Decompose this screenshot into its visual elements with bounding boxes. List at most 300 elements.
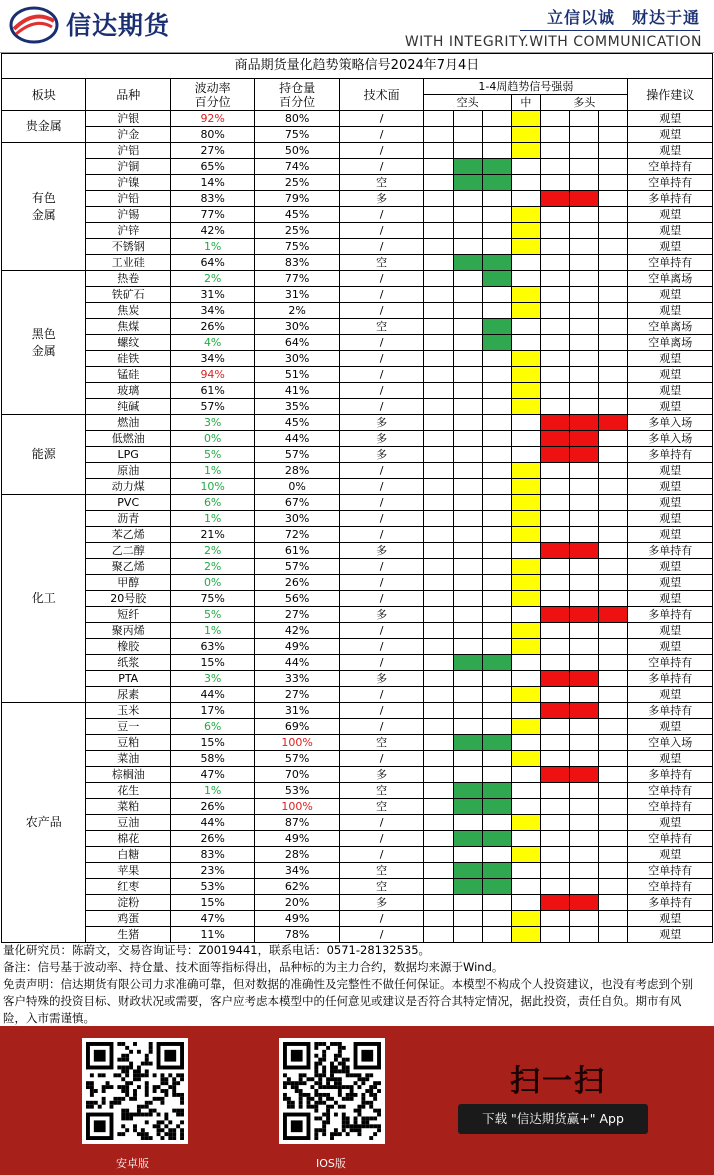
signal-empty-cell	[453, 367, 482, 383]
signal-empty-cell	[424, 447, 453, 463]
product-cell: 焦煤	[86, 319, 170, 335]
advice-cell: 多单持有	[628, 543, 713, 559]
signal-empty-cell	[511, 783, 540, 799]
signal-empty-cell	[540, 383, 569, 399]
signal-empty-cell	[570, 559, 599, 575]
signal-empty-cell	[482, 607, 511, 623]
download-app-button[interactable]: 下载 "信达期货赢+" App	[458, 1104, 648, 1134]
technical-cell: /	[339, 815, 423, 831]
signal-empty-cell	[482, 719, 511, 735]
advice-cell: 观望	[628, 287, 713, 303]
signal-empty-cell	[511, 879, 540, 895]
product-cell: 乙二醇	[86, 543, 170, 559]
signal-empty-cell	[511, 735, 540, 751]
open-interest-cell: 27%	[255, 607, 339, 623]
open-interest-cell: 2%	[255, 303, 339, 319]
open-interest-cell: 28%	[255, 847, 339, 863]
signal-empty-cell	[570, 591, 599, 607]
technical-cell: /	[339, 399, 423, 415]
technical-cell: /	[339, 575, 423, 591]
table-row	[2, 847, 713, 863]
signal-strength-block	[482, 255, 511, 271]
signal-empty-cell	[599, 527, 628, 543]
signal-empty-cell	[424, 671, 453, 687]
signal-empty-cell	[424, 143, 453, 159]
signal-empty-cell	[424, 799, 453, 815]
product-cell: 热卷	[86, 271, 170, 287]
technical-cell: /	[339, 287, 423, 303]
open-interest-cell: 45%	[255, 415, 339, 431]
open-interest-cell: 26%	[255, 575, 339, 591]
signal-empty-cell	[540, 591, 569, 607]
signal-empty-cell	[453, 335, 482, 351]
signal-empty-cell	[453, 559, 482, 575]
advice-cell: 多单持有	[628, 447, 713, 463]
open-interest-cell: 20%	[255, 895, 339, 911]
table-row	[2, 287, 713, 303]
signal-empty-cell	[540, 655, 569, 671]
signal-strength-block	[511, 527, 540, 543]
signal-empty-cell	[453, 207, 482, 223]
signal-empty-cell	[540, 639, 569, 655]
signal-strength-block	[540, 415, 569, 431]
signal-empty-cell	[599, 223, 628, 239]
advice-cell: 空单持有	[628, 783, 713, 799]
signal-empty-cell	[453, 239, 482, 255]
table-row	[2, 623, 713, 639]
signal-strength-block	[511, 127, 540, 143]
volatility-cell: 44%	[170, 687, 254, 703]
open-interest-cell: 62%	[255, 879, 339, 895]
col-header-open-interest: 持仓量 百分位	[255, 79, 339, 111]
signal-empty-cell	[540, 623, 569, 639]
signal-empty-cell	[570, 815, 599, 831]
signal-strength-block	[511, 751, 540, 767]
advice-cell: 空单持有	[628, 799, 713, 815]
signal-empty-cell	[482, 431, 511, 447]
table-row	[2, 239, 713, 255]
advice-cell: 多单持有	[628, 191, 713, 207]
volatility-cell: 4%	[170, 335, 254, 351]
open-interest-cell: 80%	[255, 111, 339, 127]
col-header-sector: 板块	[2, 79, 86, 111]
signal-strength-block	[482, 735, 511, 751]
signal-empty-cell	[424, 511, 453, 527]
signal-empty-cell	[570, 335, 599, 351]
signal-empty-cell	[511, 703, 540, 719]
volatility-cell: 6%	[170, 719, 254, 735]
product-cell: 20号胶	[86, 591, 170, 607]
technical-cell: /	[339, 111, 423, 127]
signal-empty-cell	[540, 319, 569, 335]
volatility-cell: 61%	[170, 383, 254, 399]
signal-empty-cell	[453, 303, 482, 319]
signal-empty-cell	[599, 767, 628, 783]
signal-empty-cell	[599, 863, 628, 879]
volatility-cell: 31%	[170, 287, 254, 303]
signal-empty-cell	[570, 719, 599, 735]
sector-cell: 贵金属	[2, 111, 86, 143]
advice-cell: 观望	[628, 927, 713, 943]
disclaimer: 免责声明：信达期货有限公司力求准确可靠，但对数据的准确性及完整性不做任何保证。本模型不构成个人投资建议，也没有考虑到个别客户特殊的投资目标、财政状况或需要，客户应考虑本模型中的任何意见或建议是否符合其特定情况，据此投资，责任自负。期市有风险，入市需谨慎。	[3, 977, 693, 1025]
table-row	[2, 751, 713, 767]
signal-empty-cell	[453, 495, 482, 511]
volatility-cell: 63%	[170, 639, 254, 655]
signal-strength-block	[570, 415, 599, 431]
technical-cell: /	[339, 511, 423, 527]
signal-empty-cell	[540, 735, 569, 751]
advice-cell: 空单持有	[628, 879, 713, 895]
signal-empty-cell	[453, 895, 482, 911]
technical-cell: /	[339, 703, 423, 719]
volatility-cell: 1%	[170, 623, 254, 639]
advice-cell: 观望	[628, 223, 713, 239]
signal-empty-cell	[482, 351, 511, 367]
advice-cell: 多单持有	[628, 767, 713, 783]
open-interest-cell: 28%	[255, 463, 339, 479]
table-row	[2, 463, 713, 479]
signal-empty-cell	[599, 111, 628, 127]
table-row	[2, 927, 713, 943]
product-cell: 豆油	[86, 815, 170, 831]
open-interest-cell: 56%	[255, 591, 339, 607]
table-row	[2, 815, 713, 831]
advice-cell: 观望	[628, 623, 713, 639]
signal-empty-cell	[570, 623, 599, 639]
signal-empty-cell	[424, 783, 453, 799]
signal-empty-cell	[540, 495, 569, 511]
volatility-cell: 6%	[170, 495, 254, 511]
signal-empty-cell	[599, 847, 628, 863]
table-row	[2, 399, 713, 415]
signal-empty-cell	[599, 719, 628, 735]
signal-strength-block	[482, 335, 511, 351]
signal-empty-cell	[424, 223, 453, 239]
signal-empty-cell	[453, 479, 482, 495]
signal-empty-cell	[424, 543, 453, 559]
signal-empty-cell	[424, 847, 453, 863]
signal-empty-cell	[424, 399, 453, 415]
signal-empty-cell	[570, 863, 599, 879]
signal-empty-cell	[570, 751, 599, 767]
signal-empty-cell	[482, 191, 511, 207]
signal-empty-cell	[570, 223, 599, 239]
signal-empty-cell	[570, 735, 599, 751]
signal-strength-block	[570, 671, 599, 687]
signal-empty-cell	[540, 911, 569, 927]
signal-empty-cell	[599, 335, 628, 351]
open-interest-cell: 42%	[255, 623, 339, 639]
advice-cell: 观望	[628, 575, 713, 591]
signal-empty-cell	[599, 911, 628, 927]
signal-strength-block	[511, 623, 540, 639]
technical-cell: 空	[339, 799, 423, 815]
signal-empty-cell	[570, 319, 599, 335]
signal-empty-cell	[482, 623, 511, 639]
open-interest-cell: 49%	[255, 831, 339, 847]
signal-empty-cell	[453, 287, 482, 303]
volatility-cell: 3%	[170, 671, 254, 687]
product-cell: 尿素	[86, 687, 170, 703]
open-interest-cell: 67%	[255, 495, 339, 511]
volatility-cell: 1%	[170, 783, 254, 799]
signal-empty-cell	[570, 911, 599, 927]
advice-cell: 多单持有	[628, 671, 713, 687]
technical-cell: 多	[339, 767, 423, 783]
signal-empty-cell	[424, 335, 453, 351]
signal-empty-cell	[540, 879, 569, 895]
product-cell: 豆一	[86, 719, 170, 735]
signal-strength-block	[570, 895, 599, 911]
product-cell: 棉花	[86, 831, 170, 847]
signal-empty-cell	[599, 895, 628, 911]
product-cell: 橡胶	[86, 639, 170, 655]
signal-empty-cell	[540, 127, 569, 143]
signal-empty-cell	[570, 399, 599, 415]
table-row	[2, 191, 713, 207]
signal-strength-block	[482, 159, 511, 175]
signal-empty-cell	[570, 383, 599, 399]
table-row	[2, 655, 713, 671]
signal-empty-cell	[511, 319, 540, 335]
advice-cell: 观望	[628, 239, 713, 255]
advice-cell: 观望	[628, 383, 713, 399]
table-row	[2, 575, 713, 591]
product-cell: PTA	[86, 671, 170, 687]
product-cell: 工业硅	[86, 255, 170, 271]
product-cell: 沪铅	[86, 191, 170, 207]
table-row	[2, 303, 713, 319]
signal-empty-cell	[540, 559, 569, 575]
signal-empty-cell	[424, 367, 453, 383]
table-row	[2, 223, 713, 239]
table-row	[2, 831, 713, 847]
signal-empty-cell	[599, 783, 628, 799]
advice-cell: 观望	[628, 719, 713, 735]
signal-empty-cell	[540, 575, 569, 591]
signal-strength-block	[482, 319, 511, 335]
android-qr-code[interactable]	[82, 1038, 188, 1144]
technical-cell: /	[339, 831, 423, 847]
technical-cell: /	[339, 351, 423, 367]
signal-empty-cell	[570, 127, 599, 143]
signal-strength-block	[511, 911, 540, 927]
technical-cell: /	[339, 847, 423, 863]
advice-cell: 多单持有	[628, 703, 713, 719]
sector-cell: 农产品	[2, 703, 86, 943]
signal-empty-cell	[570, 175, 599, 191]
footer-notes	[1, 942, 703, 1027]
signal-strength-block	[511, 367, 540, 383]
signal-empty-cell	[453, 671, 482, 687]
signal-strength-block	[482, 783, 511, 799]
open-interest-cell: 100%	[255, 735, 339, 751]
technical-cell: 空	[339, 863, 423, 879]
technical-cell: 空	[339, 879, 423, 895]
signal-empty-cell	[511, 799, 540, 815]
signal-strength-block	[511, 303, 540, 319]
volatility-cell: 47%	[170, 911, 254, 927]
volatility-cell: 83%	[170, 191, 254, 207]
signal-strength-block	[482, 831, 511, 847]
technical-cell: /	[339, 479, 423, 495]
col-header-volatility: 波动率 百分位	[170, 79, 254, 111]
open-interest-cell: 78%	[255, 927, 339, 943]
signal-empty-cell	[540, 399, 569, 415]
signal-empty-cell	[482, 703, 511, 719]
signal-empty-cell	[424, 159, 453, 175]
table-row	[2, 415, 713, 431]
product-cell: 沪锡	[86, 207, 170, 223]
table-row	[2, 639, 713, 655]
signal-empty-cell	[482, 639, 511, 655]
signal-empty-cell	[424, 351, 453, 367]
signal-empty-cell	[424, 863, 453, 879]
technical-cell: /	[339, 271, 423, 287]
table-row	[2, 335, 713, 351]
signal-strength-block	[511, 383, 540, 399]
signal-strength-block	[453, 255, 482, 271]
technical-cell: /	[339, 367, 423, 383]
table-row	[2, 895, 713, 911]
table-row	[2, 543, 713, 559]
open-interest-cell: 50%	[255, 143, 339, 159]
signal-empty-cell	[540, 351, 569, 367]
signal-empty-cell	[453, 271, 482, 287]
signal-strength-block	[511, 207, 540, 223]
table-row	[2, 783, 713, 799]
signal-strength-block	[511, 479, 540, 495]
data-note: 备注：信号基于波动率、持仓量、技术面等指标得出，品种标的为主力合约，数据均来源于Wind。	[3, 960, 504, 974]
sector-cell: 有色 金属	[2, 143, 86, 271]
signal-empty-cell	[599, 143, 628, 159]
product-cell: 原油	[86, 463, 170, 479]
technical-cell: /	[339, 383, 423, 399]
product-cell: 棕榈油	[86, 767, 170, 783]
signal-empty-cell	[424, 111, 453, 127]
signal-empty-cell	[453, 847, 482, 863]
volatility-cell: 15%	[170, 735, 254, 751]
advice-cell: 观望	[628, 847, 713, 863]
signal-empty-cell	[599, 559, 628, 575]
open-interest-cell: 75%	[255, 239, 339, 255]
advice-cell: 观望	[628, 127, 713, 143]
advice-cell: 观望	[628, 463, 713, 479]
advice-cell: 观望	[628, 591, 713, 607]
table-row	[2, 559, 713, 575]
signal-strength-block	[511, 575, 540, 591]
col-header-product: 品种	[86, 79, 170, 111]
table-row	[2, 735, 713, 751]
signal-empty-cell	[599, 623, 628, 639]
technical-cell: 空	[339, 783, 423, 799]
product-cell: 生猪	[86, 927, 170, 943]
signal-empty-cell	[424, 639, 453, 655]
signal-empty-cell	[453, 767, 482, 783]
signal-empty-cell	[570, 527, 599, 543]
volatility-cell: 65%	[170, 159, 254, 175]
signal-strength-block	[570, 191, 599, 207]
signal-empty-cell	[570, 799, 599, 815]
advice-cell: 观望	[628, 367, 713, 383]
signal-empty-cell	[424, 415, 453, 431]
signal-empty-cell	[482, 367, 511, 383]
table-row	[2, 447, 713, 463]
signal-empty-cell	[424, 927, 453, 943]
signal-empty-cell	[424, 895, 453, 911]
signal-empty-cell	[482, 447, 511, 463]
table-row	[2, 351, 713, 367]
advice-cell: 观望	[628, 639, 713, 655]
col-header-technical: 技术面	[339, 79, 423, 111]
signal-empty-cell	[570, 783, 599, 799]
signal-empty-cell	[453, 687, 482, 703]
signal-empty-cell	[599, 799, 628, 815]
ios-qr-code[interactable]	[279, 1038, 385, 1144]
volatility-cell: 94%	[170, 367, 254, 383]
signal-empty-cell	[511, 895, 540, 911]
volatility-cell: 21%	[170, 527, 254, 543]
signal-empty-cell	[540, 175, 569, 191]
signal-empty-cell	[453, 191, 482, 207]
table-row	[2, 671, 713, 687]
open-interest-cell: 64%	[255, 335, 339, 351]
signal-empty-cell	[570, 687, 599, 703]
product-cell: 短纤	[86, 607, 170, 623]
signal-strength-block	[570, 703, 599, 719]
signal-empty-cell	[424, 287, 453, 303]
signal-empty-cell	[424, 911, 453, 927]
signal-empty-cell	[540, 927, 569, 943]
open-interest-cell: 34%	[255, 863, 339, 879]
product-cell: 螺纹	[86, 335, 170, 351]
technical-cell: 多	[339, 415, 423, 431]
signal-empty-cell	[570, 639, 599, 655]
signal-strength-block	[511, 463, 540, 479]
technical-cell: 多	[339, 895, 423, 911]
technical-cell: /	[339, 927, 423, 943]
signal-empty-cell	[482, 239, 511, 255]
volatility-cell: 0%	[170, 575, 254, 591]
product-cell: 红枣	[86, 879, 170, 895]
signal-empty-cell	[453, 511, 482, 527]
technical-cell: /	[339, 239, 423, 255]
signal-empty-cell	[424, 831, 453, 847]
signal-empty-cell	[570, 927, 599, 943]
signal-empty-cell	[540, 287, 569, 303]
signal-empty-cell	[511, 431, 540, 447]
signal-empty-cell	[540, 815, 569, 831]
technical-cell: /	[339, 719, 423, 735]
signal-empty-cell	[540, 335, 569, 351]
signal-empty-cell	[453, 575, 482, 591]
advice-cell: 观望	[628, 207, 713, 223]
signal-empty-cell	[424, 463, 453, 479]
signal-empty-cell	[599, 879, 628, 895]
open-interest-cell: 51%	[255, 367, 339, 383]
signal-empty-cell	[482, 495, 511, 511]
signal-empty-cell	[453, 351, 482, 367]
signal-empty-cell	[453, 319, 482, 335]
signal-empty-cell	[599, 735, 628, 751]
col-header-signal-long: 多头	[540, 95, 628, 111]
technical-cell: 多	[339, 543, 423, 559]
open-interest-cell: 75%	[255, 127, 339, 143]
volatility-cell: 83%	[170, 847, 254, 863]
signal-empty-cell	[599, 543, 628, 559]
technical-cell: 空	[339, 319, 423, 335]
signal-empty-cell	[453, 143, 482, 159]
